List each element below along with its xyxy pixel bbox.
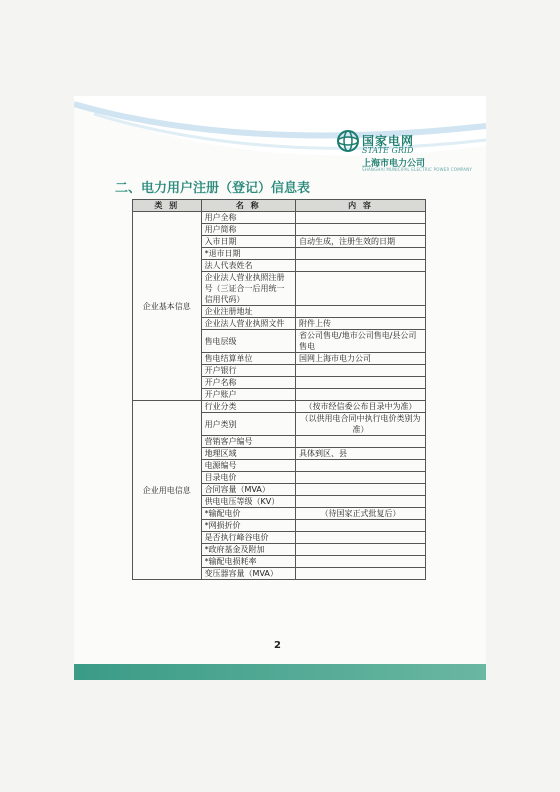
field-value-cell <box>296 260 426 272</box>
field-value-cell <box>296 365 426 377</box>
field-name-cell: 企业注册地址 <box>201 306 295 318</box>
field-value-cell <box>296 484 426 496</box>
field-value-cell <box>296 389 426 401</box>
table-row <box>133 212 426 224</box>
field-value-cell: 国网上海市电力公司 <box>296 353 426 365</box>
table-row <box>133 401 426 413</box>
field-value-cell: （待国家正式批复后） <box>296 508 426 520</box>
field-value-cell <box>296 556 426 568</box>
field-name-cell: 合同容量（MVA） <box>201 484 295 496</box>
field-value-cell <box>296 568 426 580</box>
user-registration-table <box>132 199 426 580</box>
field-value-cell: 附件上传 <box>296 318 426 330</box>
state-grid-logo <box>336 129 476 177</box>
field-value-cell <box>296 436 426 448</box>
field-value-cell <box>296 496 426 508</box>
state-grid-emblem-icon <box>336 129 360 153</box>
page-number: 2 <box>274 640 281 651</box>
logo-name-cn: 国家电网 <box>362 134 415 148</box>
field-name-cell: 售电结算单位 <box>201 353 295 365</box>
field-name-cell: 企业法人营业执照注册号（三证合一后用统一信用代码） <box>201 272 295 306</box>
field-name-cell: 开户名称 <box>201 377 295 389</box>
field-value-cell: （按市经信委公布目录中为准） <box>296 401 426 413</box>
field-name-cell: 入市日期 <box>201 236 295 248</box>
footer-bar <box>74 664 486 680</box>
field-name-cell: 行业分类 <box>201 401 295 413</box>
logo-subsidiary: 上海市电力公司 <box>362 159 426 169</box>
field-value-cell: 自动生成，注册生效的日期 <box>296 236 426 248</box>
field-value-cell <box>296 306 426 318</box>
category-cell: 企业基本信息 <box>133 212 202 401</box>
field-value-cell <box>296 544 426 556</box>
logo-name-en: STATE GRID <box>362 146 414 155</box>
field-value-cell <box>296 460 426 472</box>
field-name-cell: 售电层级 <box>201 330 295 353</box>
field-name-cell: 用户类别 <box>201 413 295 436</box>
field-value-cell <box>296 520 426 532</box>
logo-tagline: SHANGHAI MUNICIPAL ELECTRIC POWER COMPANY <box>362 167 473 172</box>
header-content: 内 容 <box>296 200 426 212</box>
field-name-cell: 法人代表姓名 <box>201 260 295 272</box>
field-name-cell: 企业法人营业执照文件 <box>201 318 295 330</box>
field-value-cell <box>296 532 426 544</box>
header-name: 名 称 <box>201 200 295 212</box>
field-value-cell <box>296 248 426 260</box>
field-name-cell: *输配电损耗率 <box>201 556 295 568</box>
field-value-cell <box>296 472 426 484</box>
field-value-cell: 省公司售电/地市公司售电/县公司售电 <box>296 330 426 353</box>
field-name-cell: 营销客户编号 <box>201 436 295 448</box>
field-name-cell: *输配电价 <box>201 508 295 520</box>
field-value-cell: 具体到区、县 <box>296 448 426 460</box>
field-value-cell <box>296 377 426 389</box>
field-name-cell: 变压器容量（MVA） <box>201 568 295 580</box>
field-name-cell: 目录电价 <box>201 472 295 484</box>
table-body <box>133 212 426 580</box>
table-header-row <box>133 200 426 212</box>
field-value-cell <box>296 224 426 236</box>
field-name-cell: 开户账户 <box>201 389 295 401</box>
field-value-cell: （以供用电合同中执行电价类别为准） <box>296 413 426 436</box>
field-value-cell <box>296 212 426 224</box>
header-category: 类 别 <box>133 200 202 212</box>
field-name-cell: 开户银行 <box>201 365 295 377</box>
field-name-cell: *退市日期 <box>201 248 295 260</box>
field-name-cell: 地理区域 <box>201 448 295 460</box>
field-name-cell: *网损折价 <box>201 520 295 532</box>
field-name-cell: 电源编号 <box>201 460 295 472</box>
field-name-cell: 供电电压等级（KV） <box>201 496 295 508</box>
field-name-cell: 用户全称 <box>201 212 295 224</box>
section-title: 二、电力用户注册（登记）信息表 <box>115 181 311 196</box>
field-value-cell <box>296 272 426 306</box>
field-name-cell: 用户简称 <box>201 224 295 236</box>
field-name-cell: *政府基金及附加 <box>201 544 295 556</box>
category-cell: 企业用电信息 <box>133 401 202 580</box>
field-name-cell: 是否执行峰谷电价 <box>201 532 295 544</box>
